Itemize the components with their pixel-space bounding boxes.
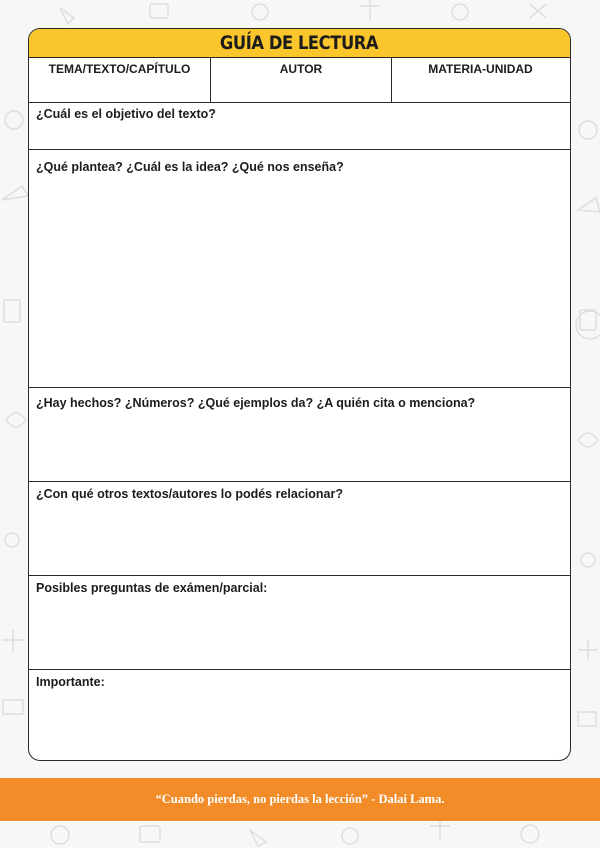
quote-footer bbox=[0, 778, 600, 821]
guide-header bbox=[29, 29, 570, 58]
idea-section[interactable] bbox=[29, 150, 570, 388]
objective-section[interactable] bbox=[29, 103, 570, 150]
exam-questions-label: Posibles preguntas de exámen/parcial: bbox=[36, 581, 268, 595]
relations-section[interactable] bbox=[29, 482, 570, 576]
exam-questions-section[interactable] bbox=[29, 576, 570, 670]
important-label: Importante: bbox=[36, 675, 105, 689]
facts-section[interactable] bbox=[29, 388, 570, 482]
objective-label: ¿Cuál es el objetivo del texto? bbox=[36, 107, 216, 121]
guide-title: GUÍA DE LECTURA bbox=[220, 32, 379, 54]
idea-label: ¿Qué plantea? ¿Cuál es la idea? ¿Qué nos enseña? bbox=[36, 160, 344, 174]
topic-field[interactable] bbox=[29, 58, 210, 102]
footer-quote: “Cuando pierdas, no pierdas la lección” - Dalai Lama. bbox=[155, 792, 445, 806]
author-field[interactable] bbox=[210, 58, 391, 102]
relations-label: ¿Con qué otros textos/autores lo podés relacionar? bbox=[36, 487, 343, 501]
important-section[interactable] bbox=[29, 670, 570, 760]
subject-label: MATERIA-UNIDAD bbox=[428, 62, 533, 76]
topic-label: TEMA/TEXTO/CAPÍTULO bbox=[48, 62, 191, 76]
reading-guide-card bbox=[28, 28, 571, 761]
facts-label: ¿Hay hechos? ¿Números? ¿Qué ejemplos da? ¿A quién cita o menciona? bbox=[36, 396, 476, 410]
meta-row bbox=[29, 58, 570, 103]
subject-field[interactable] bbox=[391, 58, 569, 102]
author-label: AUTOR bbox=[279, 62, 323, 76]
